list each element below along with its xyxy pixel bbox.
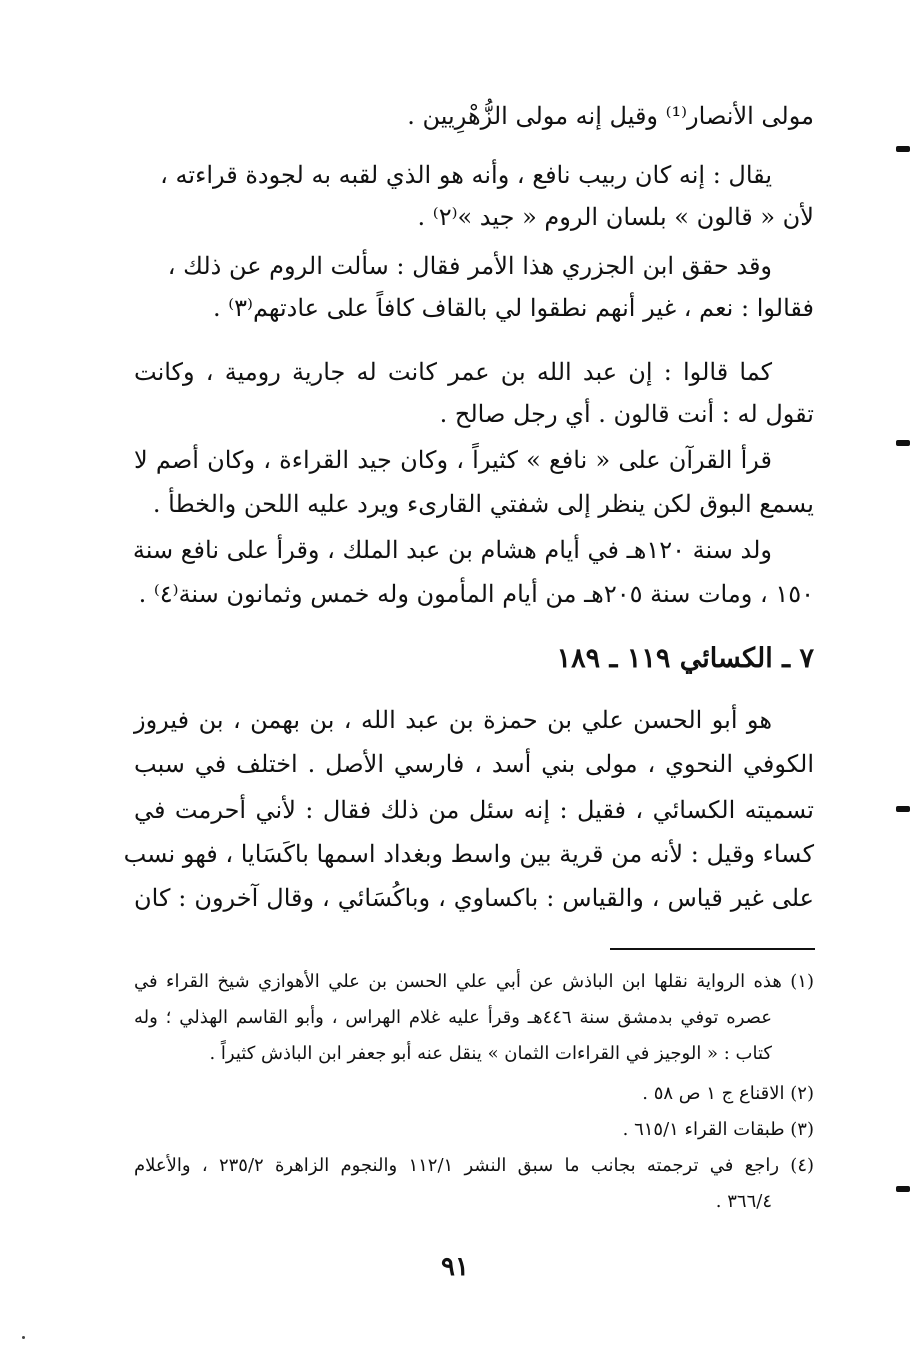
binding-mark (896, 440, 910, 446)
text-line: ١٥٠ ، ومات سنة ٢٠٥هـ من أيام المأمون وله خمس وثمانون سنة⁽٤⁾ . (138, 580, 814, 608)
text-line: لأن « قالون » بلسان الروم « جيد »⁽٢⁾ . (417, 203, 814, 231)
scan-speck (22, 1336, 25, 1339)
text-line: كساء وقيل : لأنه من قرية بين واسط وبغداد اسمها باكَسَايا ، فهو نسب (123, 840, 814, 868)
text-line: قرأ القرآن على « نافع » كثيراً ، وكان جيد القراءة ، وكان أصم لا (134, 446, 772, 474)
section-heading: ٧ ـ الكسائي ١١٩ ـ ١٨٩ (556, 643, 814, 674)
text-line: وقد حقق ابن الجزري هذا الأمر فقال : سألت الروم عن ذلك ، (167, 252, 772, 280)
text-line: مولى الأنصار⁽¹⁾ وقيل إنه مولى الزُّهْرِيين . (407, 102, 814, 130)
footnote-line: (٤) راجع في ترجمته بجانب ما سبق النشر ١١٢/١ والنجوم الزاهرة ٢٣٥/٢ ، والأعلام (134, 1155, 815, 1176)
text-line: على غير قياس ، والقياس : باكساوي ، وباكُسَائي ، وقال آخرون : كان (134, 884, 814, 912)
footnote-line: (١) هذه الرواية نقلها ابن الباذش عن أبي علي الحسن بن علي الأهوازي شيخ القراء في (134, 971, 814, 992)
text-line: تسميته الكسائي ، فقيل : إنه سئل من ذلك فقال : لأني أحرمت في (134, 796, 814, 824)
binding-mark (896, 1186, 910, 1192)
binding-mark (896, 806, 910, 812)
text-line: هو أبو الحسن علي بن حمزة بن عبد الله ، بن بهمن ، بن فيروز (134, 706, 772, 734)
text-line: كما قالوا : إن عبد الله بن عمر كانت له جارية رومية ، وكانت (134, 358, 772, 386)
binding-mark (896, 146, 910, 152)
text-line: يقال : إنه كان ربيب نافع ، وأنه هو الذي لقبه به لجودة قراءته ، (160, 161, 772, 189)
text-line: فقالوا : نعم ، غير أنهم نطقوا لي بالقاف كافاً على عادتهم⁽٣⁾ . (213, 294, 814, 322)
text-line: ولد سنة ١٢٠هـ في أيام هشام بن عبد الملك ، وقرأ على نافع سنة (132, 536, 772, 564)
footnote-line: (٢) الاقناع ج ١ ص ٥٨ . (642, 1083, 814, 1104)
footnote-line: عصره توفي بدمشق سنة ٤٤٦هـ وقرأ عليه غلام الهراس ، وأبو القاسم الهذلي ؛ وله (134, 1007, 772, 1028)
text-line: الكوفي النحوي ، مولى بني أسد ، فارسي الأصل . اختلف في سبب (134, 750, 814, 778)
text-line: يسمع البوق لكن ينظر إلى شفتي القارىء ويرد عليه اللحن والخطأ . (152, 490, 814, 518)
text-line: تقول له : أنت قالون . أي رجل صالح . (439, 400, 814, 428)
page-number: ٩١ (441, 1252, 469, 1282)
footnotes (123, 0, 815, 1240)
footnote-line: ٣٦٦/٤ . (715, 1191, 772, 1212)
footnote-line: (٣) طبقات القراء ٦١٥/١ . (622, 1119, 814, 1140)
footnote-line: كتاب : « الوجيز في القراءات الثمان » ينقل عنه أبو جعفر ابن الباذش كثيراً . (209, 1043, 772, 1064)
